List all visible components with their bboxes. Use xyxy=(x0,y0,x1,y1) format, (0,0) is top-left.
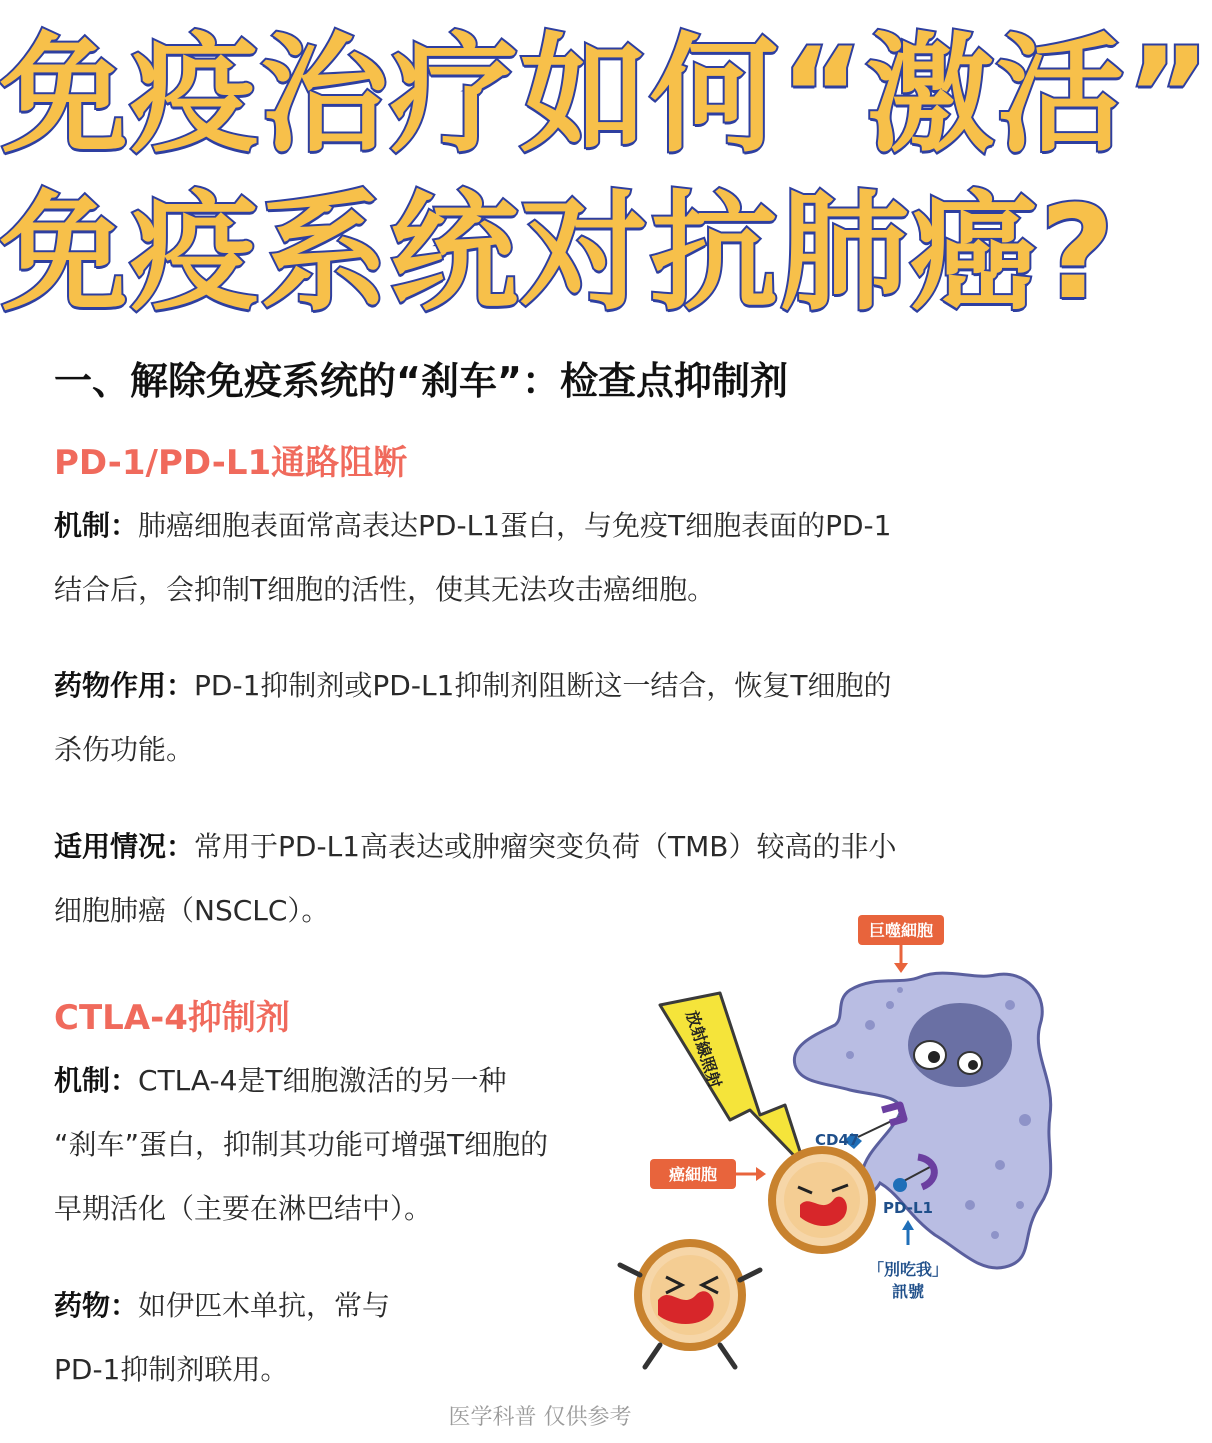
macrophage-illustration xyxy=(600,905,1070,1385)
macrophage-tag xyxy=(858,915,944,973)
radiation-label: 放射線照射 xyxy=(682,1008,725,1091)
ctla4-drug-line1: 如伊匹木单抗，常与 xyxy=(138,1289,391,1322)
pd1-indication: 适用情况：常用于PD-L1高表达或肿瘤突变负荷（TMB）较高的非小 细胞肺癌（NSCLC）。 xyxy=(54,815,896,943)
pd1-indication-line1: 常用于PD-L1高表达或肿瘤突变负荷（TMB）较高的非小 xyxy=(194,830,897,863)
pdl1-label: PD-L1 xyxy=(883,1199,933,1217)
subheading-ctla4: CTLA-4抑制剂 xyxy=(54,998,290,1038)
pd1-mechanism-label: 机制 xyxy=(54,509,111,542)
section-heading: 一、解除免疫系统的“刹车”：检查点抑制剂 xyxy=(54,359,788,403)
pd1-indication-label: 适用情况 xyxy=(54,830,167,863)
cancer-cell-small xyxy=(620,1243,760,1367)
pd1-drug-effect-line2: 杀伤功能。 xyxy=(54,733,195,766)
ctla4-drug-line2: PD-1抑制剂联用。 xyxy=(54,1353,289,1386)
cancer-cell-label: 癌細胞 xyxy=(668,1165,718,1184)
pd1-drug-effect-line1: PD-1抑制剂或PD-L1抑制剂阻断这一结合，恢复T细胞的 xyxy=(194,669,892,702)
cd47-label: CD47 xyxy=(815,1131,860,1149)
ctla4-mechanism-line1: CTLA-4是T细胞激活的另一种 xyxy=(138,1064,507,1097)
pd1-mechanism-line2: 结合后，会抑制T细胞的活性，使其无法攻击癌细胞。 xyxy=(54,573,716,606)
pd1-drug-effect-label: 药物作用 xyxy=(54,669,167,702)
signal-label-1: 「別吃我」 xyxy=(867,1260,949,1279)
cancer-cell-tag xyxy=(650,1159,766,1189)
page-title-line-2: 免疫系统对抗肺癌? xyxy=(0,179,1117,328)
ctla4-drug: 药物：如伊匹木单抗，常与 PD-1抑制剂联用。 xyxy=(54,1274,390,1402)
subheading-pd1: PD-1/PD-L1通路阻断 xyxy=(54,443,408,483)
ctla4-mechanism-line3: 早期活化（主要在淋巴结中）。 xyxy=(54,1192,433,1225)
footer-disclaimer: 医学科普 仅供参考 xyxy=(448,1405,632,1430)
signal-label-2: 訊號 xyxy=(891,1282,925,1301)
pd1-mechanism: 机制：肺癌细胞表面常高表达PD-L1蛋白，与免疫T细胞表面的PD-1 结合后，会抑制T细胞的活性，使其无法攻击癌细胞。 xyxy=(54,494,891,622)
radiation-bolt-icon xyxy=(660,993,805,1167)
pd1-mechanism-line1: 肺癌细胞表面常高表达PD-L1蛋白，与免疫T细胞表面的PD-1 xyxy=(138,509,892,542)
pd1-drug-effect: 药物作用：PD-1抑制剂或PD-L1抑制剂阻断这一结合，恢复T细胞的 杀伤功能。 xyxy=(54,654,891,782)
pd1-indication-line2: 细胞肺癌（NSCLC）。 xyxy=(54,894,330,927)
cancer-cell-center xyxy=(772,1150,872,1250)
macrophage-label: 巨噬細胞 xyxy=(868,921,934,940)
ctla4-drug-label: 药物 xyxy=(54,1289,111,1322)
ctla4-mechanism-line2: “刹车”蛋白，抑制其功能可增强T细胞的 xyxy=(54,1128,549,1161)
ctla4-mechanism: 机制：CTLA-4是T细胞激活的另一种 “刹车”蛋白，抑制其功能可增强T细胞的 早期活化（主要在淋巴结中）。 xyxy=(54,1049,548,1241)
ctla4-mechanism-label: 机制 xyxy=(54,1064,111,1097)
page-title-line-1: 免疫治疗如何“激活” xyxy=(0,21,1212,170)
